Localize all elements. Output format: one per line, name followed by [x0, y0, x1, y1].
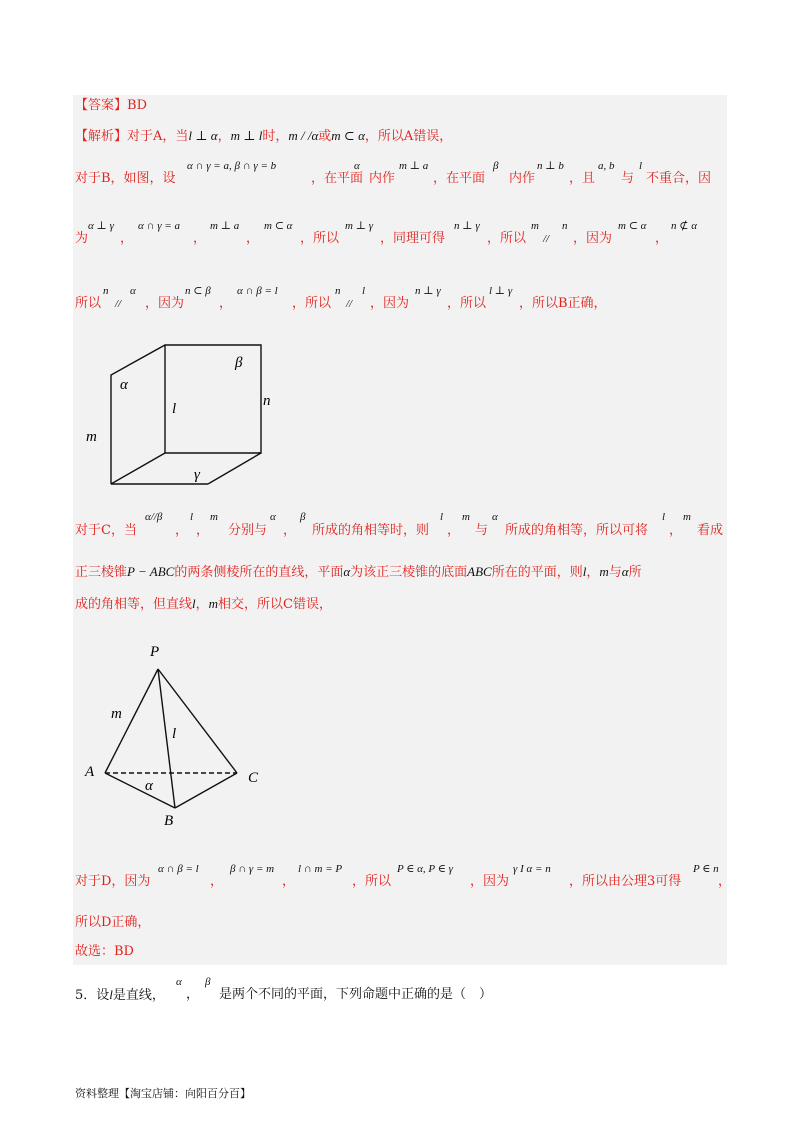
text: 所 — [628, 565, 642, 580]
analysis-option-b-line1 — [75, 170, 176, 188]
footer: 资料整理【淘宝店铺：向阳百分百】 — [75, 1087, 251, 1100]
text: ，所以 — [352, 874, 392, 889]
math: m — [208, 596, 219, 611]
text: 与 — [608, 565, 622, 580]
math: α ∩ γ = a — [138, 220, 180, 232]
math: α — [130, 285, 136, 297]
text: 所成的角相等，所以可将 — [505, 523, 649, 538]
math: α — [621, 564, 629, 579]
fig1-label-gamma: γ — [194, 467, 200, 483]
text: ， — [246, 231, 260, 246]
answer-tag: 【答案】 — [75, 98, 128, 113]
text: ， — [186, 987, 200, 1002]
math: α ∩ γ = a, β ∩ γ = b — [187, 160, 277, 172]
text: ， — [175, 523, 189, 538]
analysis-tag: 【解析】 — [75, 129, 128, 144]
text: ，所以 — [487, 231, 527, 246]
math: α ⊥ γ — [88, 220, 114, 232]
text: ， — [195, 597, 209, 612]
text: 是直线， — [112, 988, 165, 1003]
text: 对于C，当 — [75, 523, 137, 538]
text: 所在的平面，则 — [491, 565, 583, 580]
math: n ⊄ α — [671, 220, 697, 232]
math: P ∈ α, P ∈ γ — [397, 863, 453, 875]
text: ， — [718, 874, 732, 889]
fig2-label-alpha: α — [145, 778, 153, 794]
text: ， — [282, 874, 296, 889]
math: m — [599, 564, 609, 579]
math: l — [362, 285, 366, 297]
fig1-label-beta: β — [235, 355, 243, 371]
fig2-label-l: l — [172, 726, 177, 742]
text: 不重合，因 — [646, 171, 712, 186]
text: ， — [219, 296, 233, 311]
math: m — [683, 511, 691, 523]
math: l ⊥ γ — [489, 285, 513, 297]
math: m ⊂ α — [618, 220, 647, 232]
answer-line — [75, 97, 147, 115]
math: α — [354, 160, 360, 172]
text: ， — [283, 523, 297, 538]
math: l — [109, 987, 113, 1002]
math: // — [115, 298, 122, 310]
text: ，所以 — [300, 231, 340, 246]
math: m / /α — [288, 128, 319, 143]
fig1-label-alpha: α — [120, 377, 128, 393]
text: 与 — [621, 171, 635, 186]
math: m ⊥ l — [230, 128, 263, 143]
math: // — [543, 233, 550, 245]
fig2-label-P: P — [150, 644, 160, 660]
text: 内作 — [369, 171, 396, 186]
analysis-option-c-line3 — [75, 595, 332, 614]
text: 分别与 — [228, 523, 268, 538]
text: ，所以 — [292, 296, 332, 311]
fig2-label-B: B — [164, 813, 174, 829]
text: 对于D，因为 — [75, 874, 151, 889]
text: 或 — [318, 129, 332, 144]
math: α ∩ β = l — [158, 863, 199, 875]
text: 是两个不同的平面，下列命题中正确的是（ ） — [219, 987, 493, 1002]
math: β ∩ γ = m — [230, 863, 275, 875]
math: n ⊥ b — [537, 160, 564, 172]
text: 所以 — [75, 296, 102, 311]
text: 对于A，当 — [127, 129, 189, 144]
math: // — [346, 298, 353, 310]
analysis-option-a — [75, 127, 452, 146]
fig2-label-m: m — [111, 706, 122, 722]
math: n ⊥ γ — [415, 285, 441, 297]
text: ，在平面 — [433, 171, 486, 186]
text: 5．设 — [75, 988, 110, 1003]
math: m — [462, 511, 470, 523]
math: β — [205, 976, 211, 988]
answer-value: BD — [127, 98, 147, 113]
math: l — [190, 511, 194, 523]
analysis-option-c-line2 — [75, 563, 642, 582]
math: l — [639, 160, 643, 172]
text: ，所以B正确， — [519, 296, 607, 311]
math: m ⊥ γ — [345, 220, 374, 232]
math: n — [335, 285, 341, 297]
text: ， — [669, 523, 683, 538]
text: ， — [120, 231, 134, 246]
fig1-label-n: n — [263, 393, 271, 409]
math: l ⊥ α — [188, 128, 218, 143]
math: n ⊂ β — [185, 285, 211, 297]
figure-planes-diagram — [80, 335, 280, 495]
text: 与 — [475, 523, 489, 538]
math: α — [492, 511, 498, 523]
text: ，所以 — [447, 296, 487, 311]
text: ， — [210, 874, 224, 889]
math: m ⊂ α — [331, 128, 365, 143]
text: 相交，所以C错误， — [218, 597, 332, 612]
math: γ I α = n — [513, 863, 551, 875]
text: ， — [586, 565, 600, 580]
text: ，因为 — [573, 231, 613, 246]
conclusion: 故选：BD — [75, 944, 134, 959]
math: ABC — [467, 564, 492, 579]
math: α — [270, 511, 276, 523]
math: α ∩ β = l — [237, 285, 278, 297]
math: β — [493, 160, 499, 172]
math: l — [440, 511, 444, 523]
math: a, b — [598, 160, 615, 172]
text: ，因为 — [370, 296, 410, 311]
text: 为该正三棱锥的底面 — [350, 565, 468, 580]
text: ， — [655, 231, 669, 246]
math: P ∈ n — [693, 863, 719, 875]
text: ，所以A错误， — [364, 129, 453, 144]
math: l — [582, 564, 587, 579]
math: l — [192, 596, 196, 611]
text: 对于B，如图，设 — [75, 171, 176, 186]
figure-pyramid-diagram — [80, 640, 280, 830]
fig1-label-m: m — [86, 429, 97, 445]
text: 的两条侧棱所在的直线，平面 — [174, 565, 344, 580]
fig1-label-l: l — [172, 401, 177, 417]
text: 时， — [262, 129, 289, 144]
math: l ∩ m = P — [298, 863, 343, 875]
math: l — [662, 511, 666, 523]
math: m ⊥ a — [399, 160, 429, 172]
math: P − ABC — [127, 564, 175, 579]
text: ，因为 — [145, 296, 185, 311]
text: ， — [193, 231, 207, 246]
math: n — [562, 220, 568, 232]
question-5 — [75, 986, 165, 1005]
math: n ⊥ γ — [454, 220, 480, 232]
text: ，在平面 — [311, 171, 364, 186]
text: 成的角相等，但直线 — [75, 597, 193, 612]
text: ，且 — [569, 171, 596, 186]
math: n — [103, 285, 109, 297]
fig2-label-C: C — [248, 770, 259, 786]
text: 为 — [75, 231, 89, 246]
math: β — [300, 511, 306, 523]
math: m ⊥ a — [210, 220, 240, 232]
fig2-label-A: A — [85, 764, 95, 780]
math: α — [176, 976, 182, 988]
math: m ⊂ α — [264, 220, 293, 232]
text: 正三棱锥 — [75, 565, 128, 580]
text: ， — [196, 523, 210, 538]
text: ，同理可得 — [380, 231, 446, 246]
text: ， — [217, 129, 231, 144]
text: ，所以由公理3可得 — [569, 874, 682, 889]
text: 看成 — [697, 523, 724, 538]
math: m — [210, 511, 218, 523]
math: α//β — [145, 511, 163, 523]
analysis-option-d-line2: 所以D正确， — [75, 915, 151, 930]
text: ， — [447, 523, 461, 538]
text: ，因为 — [470, 874, 510, 889]
math: α — [343, 564, 351, 579]
text: 内作 — [509, 171, 536, 186]
math: m — [531, 220, 539, 232]
text: 所成的角相等时，则 — [312, 523, 430, 538]
